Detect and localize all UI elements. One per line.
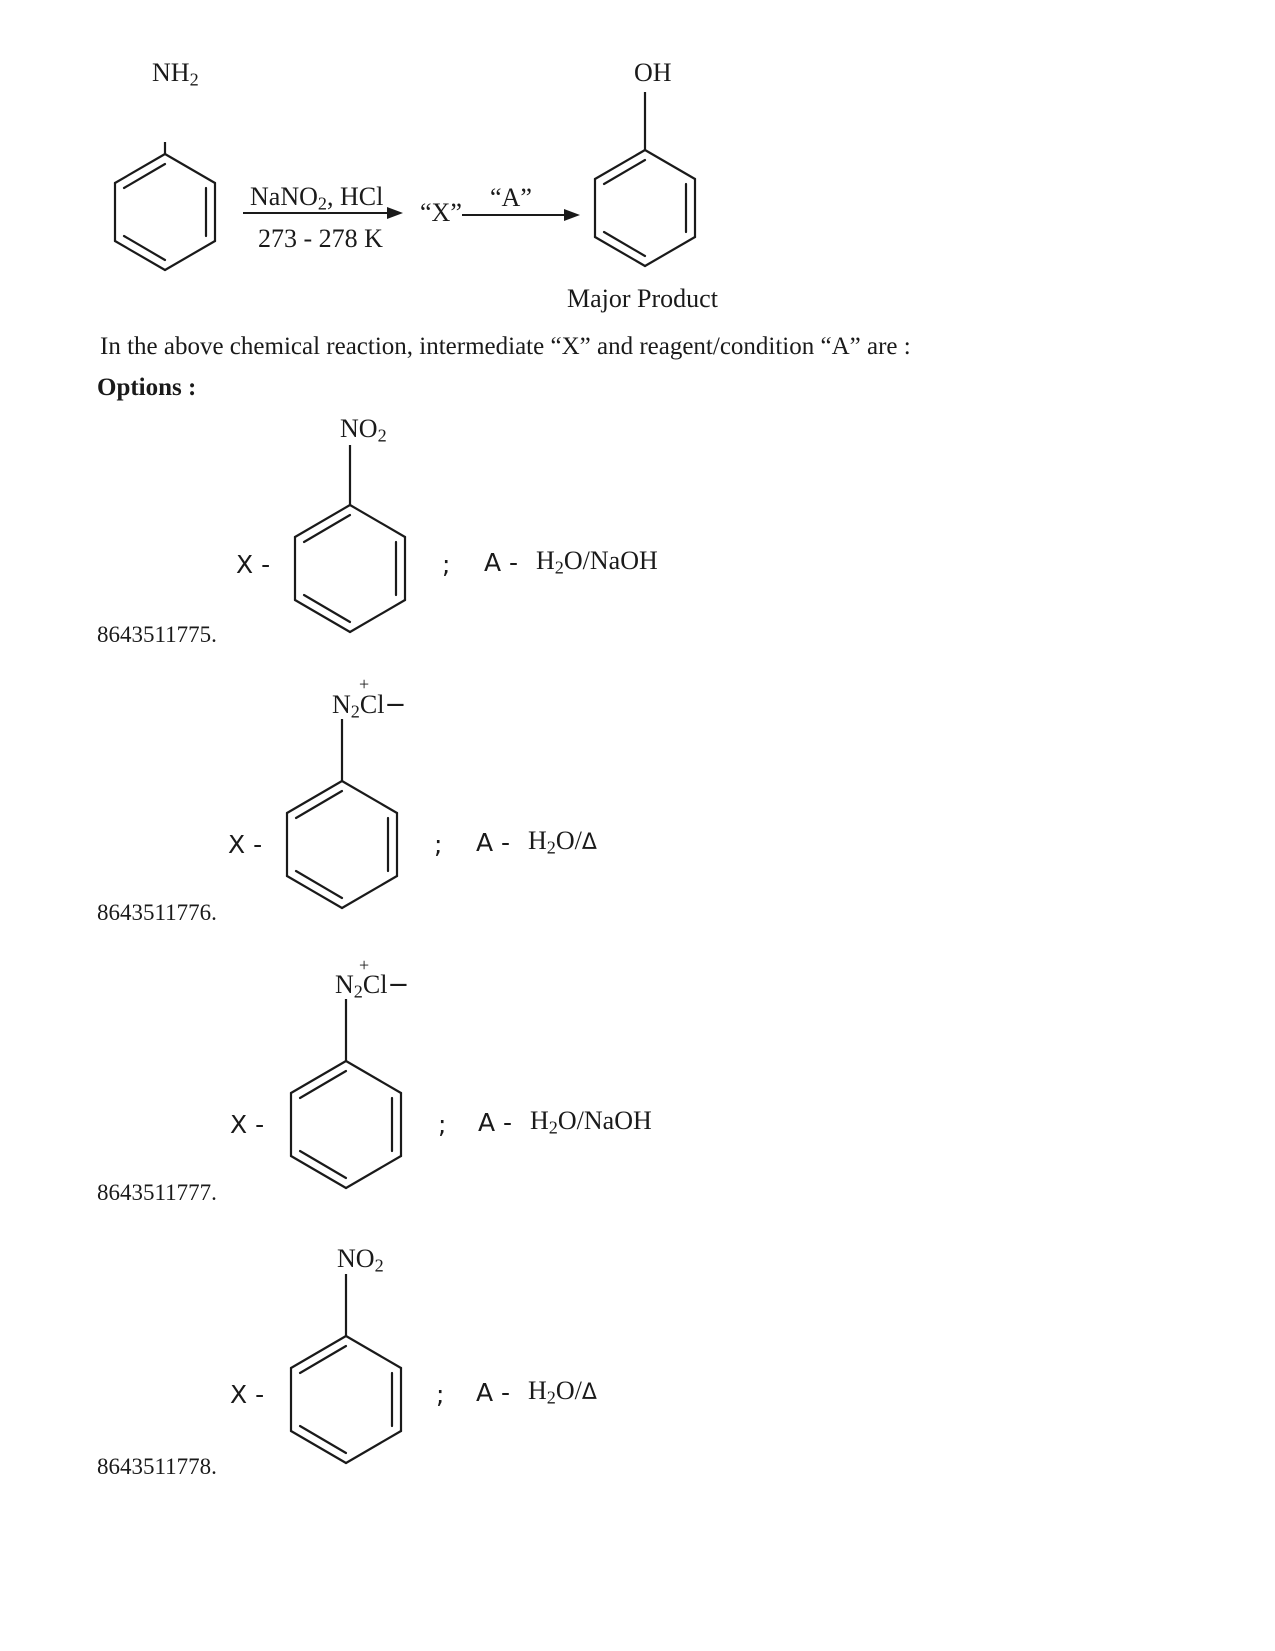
reagent-1-below: 273 - 278 K	[258, 224, 383, 253]
reagent-2-above: “A”	[490, 183, 532, 212]
option-2-id[interactable]: 8643511776.	[97, 900, 217, 925]
option-2-substituent: $N_2Cl-$	[332, 690, 407, 722]
option-1-separator: ;	[442, 550, 451, 579]
option-1-x-label: X -	[236, 550, 271, 579]
product-substituent-label: OH	[634, 58, 672, 87]
option-3-id[interactable]: 8643511777.	[97, 1180, 217, 1205]
option-1-substituent: $NO_2$	[340, 414, 387, 446]
reaction-arrow-2	[462, 208, 580, 222]
option-4-id[interactable]: 8643511778.	[97, 1454, 217, 1479]
reagent-1-above: NaNO$_2$, HCl	[250, 182, 384, 214]
product-benzene-ring	[580, 92, 710, 282]
option-3-substituent: $N_2Cl-$	[335, 970, 410, 1002]
option-2-benzene-ring	[272, 719, 412, 914]
option-3-benzene-ring	[276, 999, 416, 1194]
question-text: In the above chemical reaction, intermediate “X” and reagent/condition “A” are :	[100, 333, 911, 360]
option-2-x-label: X -	[228, 830, 263, 859]
option-2-charge-plus: +	[359, 674, 370, 694]
option-4-separator: ;	[436, 1380, 445, 1409]
option-2-a-label: A -	[476, 828, 511, 857]
option-3-x-label: X -	[230, 1110, 265, 1139]
reactant-benzene-ring	[100, 142, 230, 287]
option-4-reagent: $H_2O/\Delta$	[528, 1376, 597, 1408]
option-1-benzene-ring	[280, 445, 420, 635]
option-3-a-label: A -	[478, 1108, 513, 1137]
option-2-reagent: $H_2O/\Delta$	[528, 826, 597, 858]
product-caption: Major Product	[567, 284, 718, 313]
option-1-a-label: A -	[484, 548, 519, 577]
option-3-reagent: $H_2O$/NaOH	[530, 1106, 652, 1138]
option-4-x-label: X -	[230, 1380, 265, 1409]
option-4-a-label: A -	[476, 1378, 511, 1407]
option-2-separator: ;	[434, 830, 443, 859]
option-4-benzene-ring	[276, 1274, 416, 1469]
reaction-arrow-1	[243, 206, 403, 220]
option-1-reagent: $H_2O$/NaOH	[536, 546, 658, 578]
option-1-id[interactable]: 8643511775.	[97, 622, 217, 647]
option-3-charge-plus: +	[359, 955, 370, 975]
options-heading: Options :	[97, 374, 197, 401]
intermediate-label: “X”	[420, 198, 462, 227]
option-4-substituent: $NO_2$	[337, 1244, 384, 1276]
option-3-separator: ;	[438, 1110, 447, 1139]
reactant-substituent-label: $NH_2$	[152, 58, 199, 90]
